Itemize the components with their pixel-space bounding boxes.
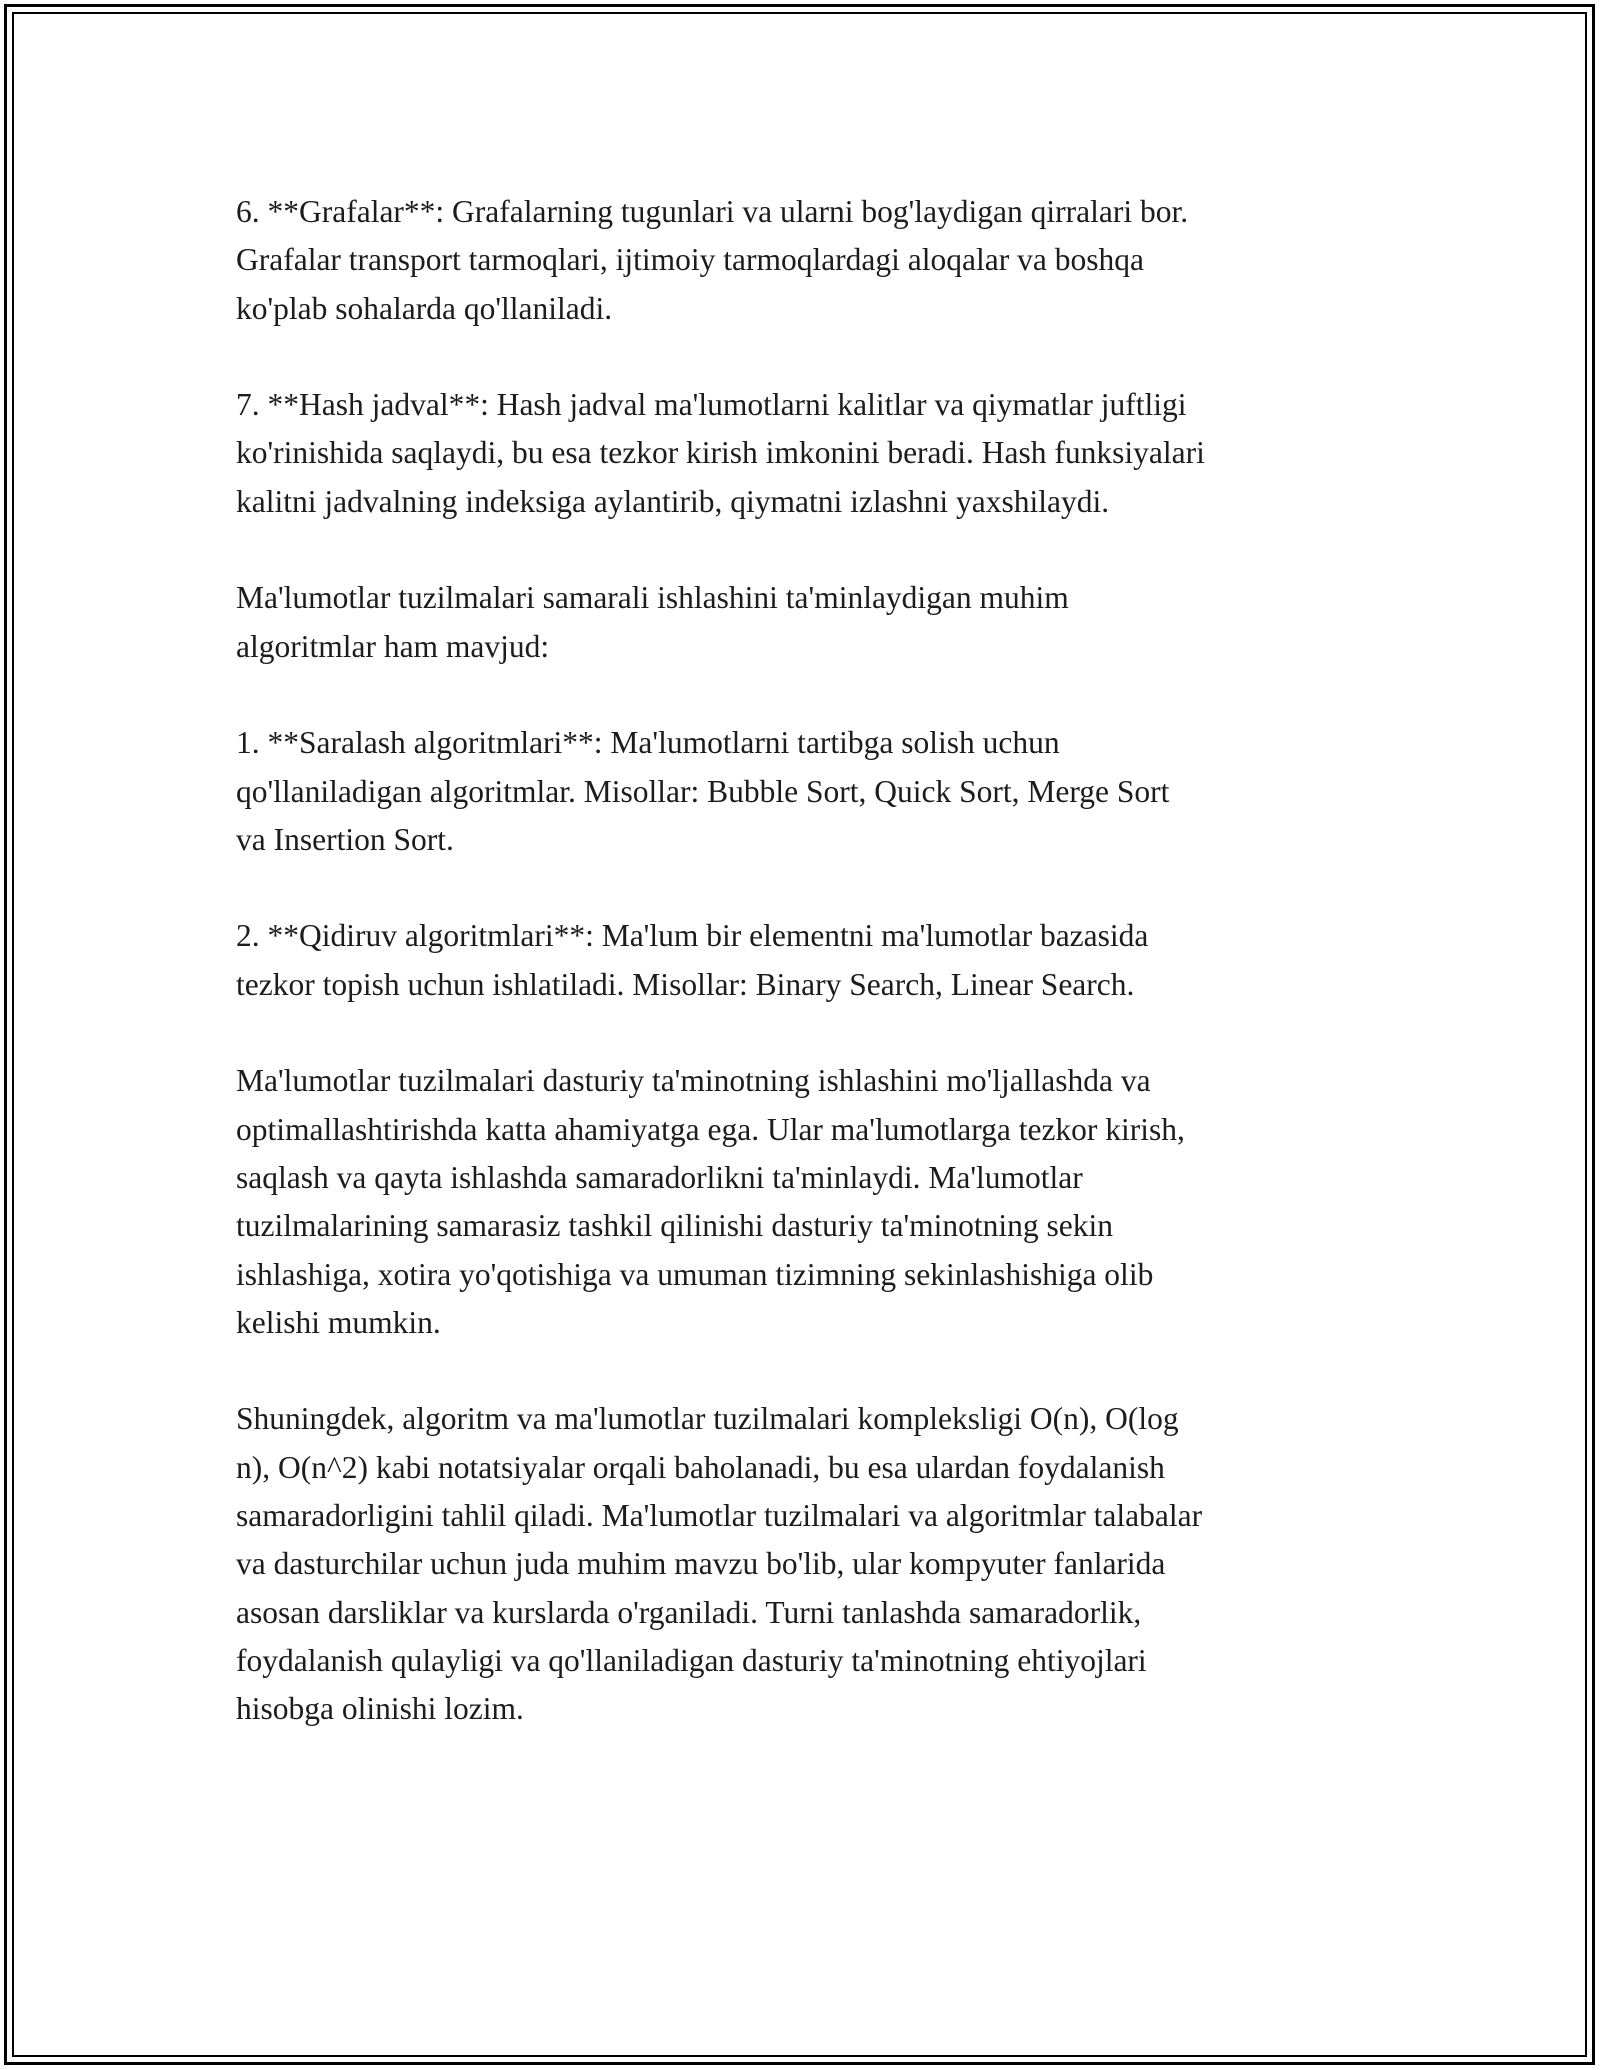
text-line: asosan darsliklar va kurslarda o'rganiladi. Turni tanlashda samaradorlik, bbox=[236, 1594, 1142, 1630]
text-line: Shuningdek, algoritm va ma'lumotlar tuzilmalari kompleksligi O(n), O(log bbox=[236, 1401, 1179, 1437]
text-line: optimallashtirishda katta ahamiyatga ega. Ular ma'lumotlarga tezkor kirish, bbox=[236, 1111, 1185, 1147]
paragraph-complexity bbox=[236, 1395, 1386, 1733]
paragraph-sorting-algorithms bbox=[236, 719, 1386, 864]
paragraph-algorithms-intro bbox=[236, 574, 1386, 671]
text-line: 6. **Grafalar**: Grafalarning tugunlari va ularni bog'laydigan qirralari bor. bbox=[236, 194, 1189, 229]
text-line: tuzilmalarining samarasiz tashkil qilinishi dasturiy ta'minotning sekin bbox=[236, 1208, 1114, 1244]
text-line: qo'llaniladigan algoritmlar. Misollar: Bubble Sort, Quick Sort, Merge Sort bbox=[236, 773, 1170, 809]
text-line: n), O(n^2) kabi notatsiyalar orqali baholanadi, bu esa ulardan foydalanish bbox=[236, 1449, 1165, 1485]
text-line: saqlash va qayta ishlashda samaradorlikni ta'minlaydi. Ma'lumotlar bbox=[236, 1159, 1083, 1195]
text-line: 1. **Saralash algoritmlari**: Ma'lumotlarni tartibga solish uchun bbox=[236, 725, 1060, 761]
paragraph-graphs bbox=[236, 188, 1386, 333]
text-line: Grafalar transport tarmoqlari, ijtimoiy tarmoqlardagi aloqalar va boshqa bbox=[236, 242, 1144, 278]
text-line: kalitni jadvalning indeksiga aylantirib, qiymatni izlashni yaxshilaydi. bbox=[236, 483, 1110, 519]
paragraph-importance bbox=[236, 1057, 1386, 1347]
text-line: algoritmlar ham mavjud: bbox=[236, 628, 550, 664]
text-line: 7. **Hash jadval**: Hash jadval ma'lumotlarni kalitlar va qiymatlar juftligi bbox=[236, 387, 1187, 423]
text-line: hisobga olinishi lozim. bbox=[236, 1691, 524, 1727]
text-line: ishlashiga, xotira yo'qotishiga va umuman tizimning sekinlashishiga olib bbox=[236, 1256, 1154, 1292]
text-line: va dasturchilar uchun juda muhim mavzu bo'lib, ular kompyuter fanlarida bbox=[236, 1546, 1166, 1582]
text-line: ko'plab sohalarda qo'llaniladi. bbox=[236, 290, 613, 326]
text-line: ko'rinishida saqlaydi, bu esa tezkor kirish imkonini beradi. Hash funksiyalari bbox=[236, 435, 1205, 471]
text-line: 2. **Qidiruv algoritmlari**: Ma'lum bir elementni ma'lumotlar bazasida bbox=[236, 918, 1149, 954]
text-line: samaradorligini tahlil qiladi. Ma'lumotlar tuzilmalari va algoritmlar talabalar bbox=[236, 1498, 1203, 1534]
text-line: tezkor topish uchun ishlatiladi. Misollar: Binary Search, Linear Search. bbox=[236, 966, 1135, 1002]
paragraph-hash-table bbox=[236, 381, 1386, 526]
text-line: foydalanish qulayligi va qo'llaniladigan dasturiy ta'minotning ehtiyojlari bbox=[236, 1642, 1147, 1678]
document-body bbox=[236, 188, 1386, 1782]
text-line: kelishi mumkin. bbox=[236, 1304, 441, 1340]
text-line: va Insertion Sort. bbox=[236, 821, 454, 857]
text-line: Ma'lumotlar tuzilmalari samarali ishlashini ta'minlaydigan muhim bbox=[236, 580, 1069, 616]
text-line: Ma'lumotlar tuzilmalari dasturiy ta'minotning ishlashini mo'ljallashda va bbox=[236, 1063, 1151, 1099]
paragraph-search-algorithms bbox=[236, 912, 1386, 1009]
